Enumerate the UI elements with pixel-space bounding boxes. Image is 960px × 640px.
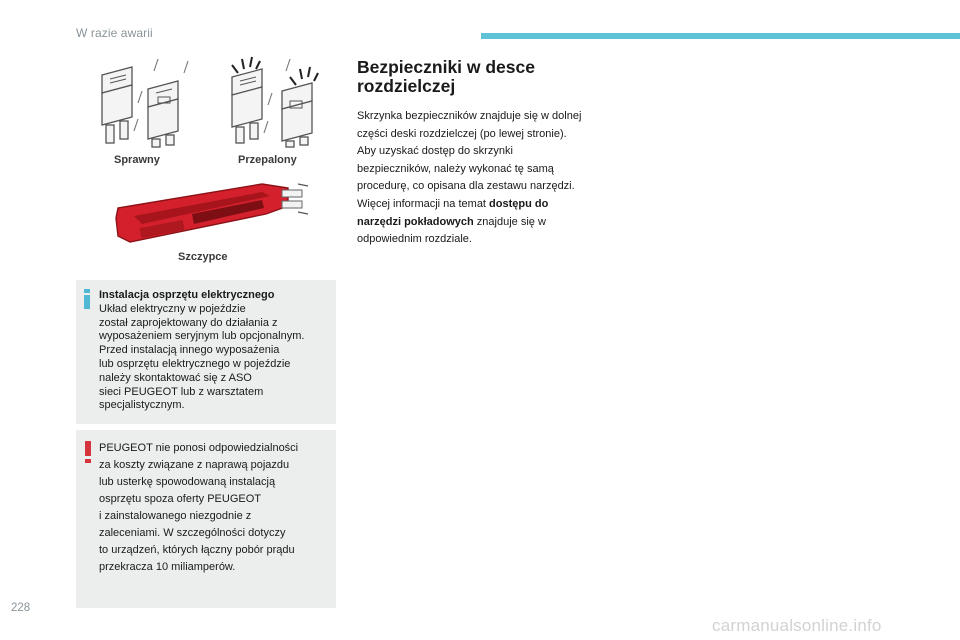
info-note-line: został zaprojektowany do działania z [99,316,278,329]
warning-note-line: osprzętu spoza oferty PEUGEOT [99,493,262,505]
info-note-text [99,289,335,413]
info-note-line: lub osprzętu elektrycznego w pojeździe [99,357,291,370]
warning-note-line: za koszty związane z naprawą pojazdu [99,459,290,471]
warning-note-text [99,440,335,576]
info-note-line: należy skontaktować się z ASO [99,371,252,384]
watermark: carmanualsonline.info [712,616,882,635]
body-line: Skrzynka bezpieczników znajduje się w dolnej [357,110,582,122]
body-line: odpowiednim rozdziale. [357,233,472,246]
warning-note-line: PEUGEOT nie ponosi odpowiedzialności [99,442,299,454]
warning-note-line: zaleceniami. W szczególności dotyczy [99,527,286,539]
page-number: 228 [11,602,31,614]
section-body [357,108,627,249]
info-note-line: wyposażeniem seryjnym lub opcjonalnym. [99,330,305,343]
body-emphasis: narzędzi pokładowych [357,215,474,228]
caption-tongs: Szczypce [178,251,228,263]
warning-icon [85,441,91,463]
fuse-illustration [92,55,322,150]
warning-note-line: i zainstalowanego niezgodnie z [99,510,252,522]
warning-note-line: lub usterkę spowodowaną instalacją [99,476,276,488]
body-line: bezpieczników, należy wykonać tę samą [357,162,554,175]
body-emphasis: dostępu do [489,197,549,210]
info-note [76,280,336,424]
fuse-puller-illustration [112,178,312,246]
body-line [357,214,627,232]
section-title [357,58,617,96]
warning-note-line: to urządzeń, których łączny pobór prądu [99,544,295,556]
header-accent-bar [481,33,960,39]
section-title-line: Bezpieczniki w desce [357,57,535,77]
section-title-line: rozdzielczej [357,76,456,96]
info-note-title: Instalacja osprzętu elektrycznego [99,289,275,301]
info-note-line: specjalistycznym. [99,399,185,412]
running-header: W razie awarii [76,26,153,40]
info-note-line: Układ elektryczny w pojeździe [99,302,246,315]
info-note-line: sieci PEUGEOT lub z warsztatem [99,385,264,398]
caption-fuse-blown: Przepalony [238,154,297,166]
body-text-fragment: Więcej informacji na temat [357,197,490,210]
body-line [357,196,627,214]
body-line: procedurę, co opisana dla zestawu narzędzi. [357,180,575,193]
info-icon [84,289,90,309]
body-line: części deski rozdzielczej (po lewej stronie). [357,127,567,140]
info-note-line: Przed instalacją innego wyposażenia [99,344,280,357]
warning-note-line: przekracza 10 miliamperów. [99,561,236,573]
warning-note [76,430,336,608]
body-line: Aby uzyskać dostęp do skrzynki [357,145,513,158]
caption-fuse-ok: Sprawny [114,154,160,166]
body-text-fragment: znajduje się w [473,215,546,228]
